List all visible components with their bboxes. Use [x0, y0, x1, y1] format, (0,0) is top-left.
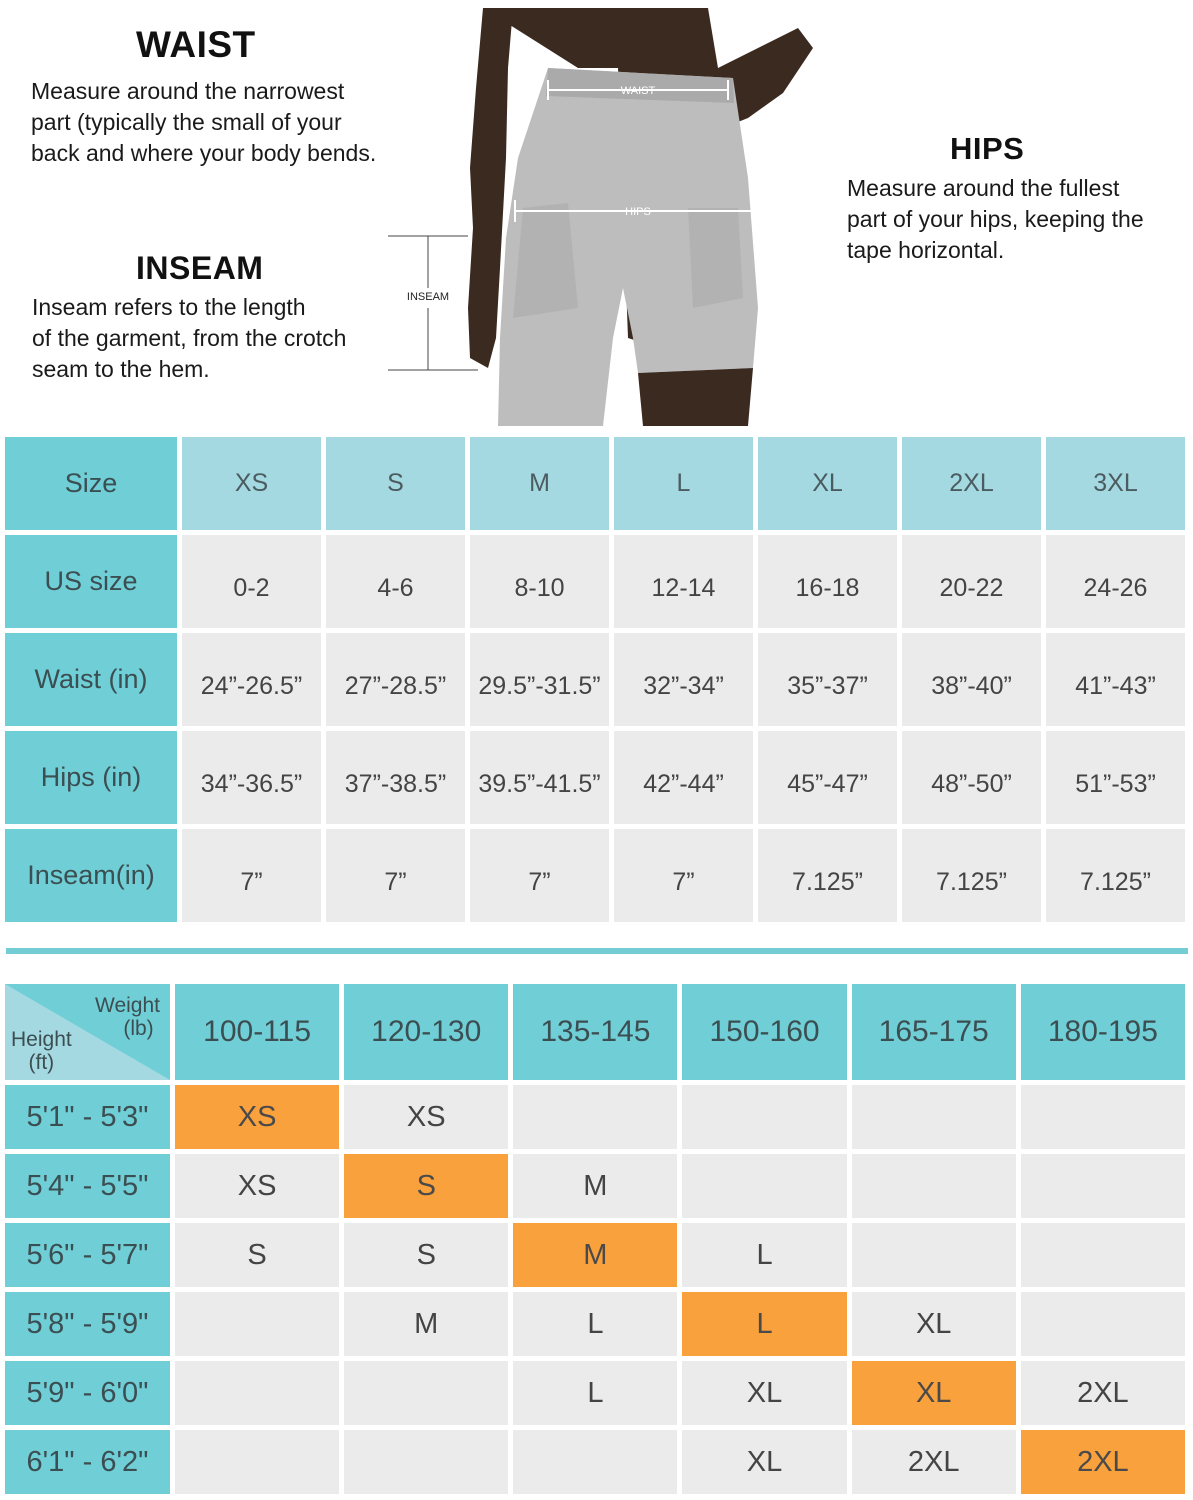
size-header: S	[326, 437, 465, 530]
size-header: 3XL	[1046, 437, 1185, 530]
size-cell	[344, 1361, 508, 1425]
hips-cell: 34”-36.5”	[182, 731, 321, 824]
height-row	[5, 1361, 1185, 1425]
recommended-size-cell: XL	[852, 1361, 1016, 1425]
height-label: 5'1" - 5'3"	[5, 1085, 170, 1149]
size-cell: M	[344, 1292, 508, 1356]
hips-guide	[847, 131, 1187, 266]
weight-header: 180-195	[1021, 984, 1185, 1080]
size-cell: XS	[344, 1085, 508, 1149]
row-label-us-size: US size	[5, 535, 177, 628]
size-cell	[682, 1085, 846, 1149]
size-cell	[1021, 1223, 1185, 1287]
inseam-guide	[32, 250, 402, 385]
hips-cell: 51”-53”	[1046, 731, 1185, 824]
waist-description: Measure around the narrowest part (typically the small of your back and where your body bends.	[31, 78, 377, 166]
inseam-marker-label: INSEAM	[406, 291, 450, 303]
inseam-cell: 7.125”	[758, 829, 897, 922]
waist-guide	[31, 24, 421, 169]
hips-cell: 39.5”-41.5”	[470, 731, 609, 824]
waist-marker-label: WAIST	[620, 85, 656, 97]
waist-cell: 38”-40”	[902, 633, 1041, 726]
waist-row	[5, 633, 1185, 726]
size-chart-table	[0, 432, 1190, 927]
us-size-row	[5, 535, 1185, 628]
section-divider	[6, 948, 1188, 954]
waist-cell: 35”-37”	[758, 633, 897, 726]
us-size-cell: 20-22	[902, 535, 1041, 628]
size-cell	[1021, 1154, 1185, 1218]
us-size-cell: 0-2	[182, 535, 321, 628]
weight-header: 165-175	[852, 984, 1016, 1080]
size-cell: L	[513, 1292, 677, 1356]
weight-header: 135-145	[513, 984, 677, 1080]
hips-description: Measure around the fullest part of your hips, keeping the tape horizontal.	[847, 175, 1144, 263]
size-cell	[344, 1430, 508, 1494]
weight-header: 120-130	[344, 984, 508, 1080]
size-cell: XS	[175, 1154, 339, 1218]
size-cell: 2XL	[852, 1430, 1016, 1494]
inseam-cell: 7”	[470, 829, 609, 922]
us-size-cell: 12-14	[614, 535, 753, 628]
waist-cell: 24”-26.5”	[182, 633, 321, 726]
size-cell: L	[682, 1223, 846, 1287]
size-cell	[175, 1430, 339, 1494]
height-label: 5'8" - 5'9"	[5, 1292, 170, 1356]
height-row	[5, 1154, 1185, 1218]
size-row	[5, 437, 1185, 530]
waist-cell: 41”-43”	[1046, 633, 1185, 726]
size-cell	[852, 1085, 1016, 1149]
inseam-cell: 7”	[326, 829, 465, 922]
row-label-inseam: Inseam(in)	[5, 829, 177, 922]
height-label: 5'6" - 5'7"	[5, 1223, 170, 1287]
hips-cell: 37”-38.5”	[326, 731, 465, 824]
weight-header: 100-115	[175, 984, 339, 1080]
size-header: L	[614, 437, 753, 530]
weight-header: 150-160	[682, 984, 846, 1080]
size-header: XL	[758, 437, 897, 530]
size-cell	[852, 1154, 1016, 1218]
height-weight-table	[0, 979, 1190, 1499]
height-row	[5, 1430, 1185, 1494]
inseam-row	[5, 829, 1185, 922]
weight-header-row	[5, 984, 1185, 1080]
waist-title: WAIST	[136, 24, 256, 65]
us-size-cell: 4-6	[326, 535, 465, 628]
size-cell	[175, 1292, 339, 1356]
us-size-cell: 16-18	[758, 535, 897, 628]
us-size-cell: 24-26	[1046, 535, 1185, 628]
inseam-cell: 7”	[614, 829, 753, 922]
recommended-size-cell: S	[344, 1154, 508, 1218]
size-cell: XL	[852, 1292, 1016, 1356]
inseam-description: Inseam refers to the length of the garment, from the crotch seam to the hem.	[32, 294, 347, 382]
hips-cell: 45”-47”	[758, 731, 897, 824]
recommended-size-cell: 2XL	[1021, 1430, 1185, 1494]
recommended-size-cell: M	[513, 1223, 677, 1287]
size-cell	[175, 1361, 339, 1425]
size-cell	[513, 1430, 677, 1494]
table-corner	[5, 984, 170, 1080]
inseam-title: INSEAM	[136, 250, 264, 286]
row-label-size: Size	[5, 437, 177, 530]
recommended-size-cell: XS	[175, 1085, 339, 1149]
hips-marker-label: HIPS	[625, 206, 651, 218]
size-cell	[513, 1085, 677, 1149]
size-cell: S	[344, 1223, 508, 1287]
corner-weight: Weight (lb)	[95, 994, 160, 1040]
shorts-model-illustration	[388, 8, 818, 426]
hips-title: HIPS	[950, 131, 1025, 166]
height-row	[5, 1223, 1185, 1287]
size-cell	[1021, 1292, 1185, 1356]
height-weight-rows	[5, 1085, 1185, 1494]
size-cell	[1021, 1085, 1185, 1149]
height-label: 6'1" - 6'2"	[5, 1430, 170, 1494]
inseam-cell: 7”	[182, 829, 321, 922]
height-row	[5, 1085, 1185, 1149]
hips-cell: 48”-50”	[902, 731, 1041, 824]
hips-cell: 42”-44”	[614, 731, 753, 824]
size-header: 2XL	[902, 437, 1041, 530]
height-label: 5'9" - 6'0"	[5, 1361, 170, 1425]
waist-cell: 27”-28.5”	[326, 633, 465, 726]
size-cell: XL	[682, 1430, 846, 1494]
row-label-hips: Hips (in)	[5, 731, 177, 824]
height-row	[5, 1292, 1185, 1356]
size-cell	[852, 1223, 1016, 1287]
size-cell	[682, 1154, 846, 1218]
size-cell: M	[513, 1154, 677, 1218]
size-cell: 2XL	[1021, 1361, 1185, 1425]
size-cell: S	[175, 1223, 339, 1287]
size-cell: L	[513, 1361, 677, 1425]
size-cell: XL	[682, 1361, 846, 1425]
inseam-cell: 7.125”	[1046, 829, 1185, 922]
height-label: 5'4" - 5'5"	[5, 1154, 170, 1218]
size-header: M	[470, 437, 609, 530]
recommended-size-cell: L	[682, 1292, 846, 1356]
inseam-cell: 7.125”	[902, 829, 1041, 922]
corner-height: Height (ft)	[11, 1028, 72, 1074]
size-header: XS	[182, 437, 321, 530]
row-label-waist: Waist (in)	[5, 633, 177, 726]
us-size-cell: 8-10	[470, 535, 609, 628]
waist-cell: 29.5”-31.5”	[470, 633, 609, 726]
hips-row	[5, 731, 1185, 824]
waist-cell: 32”-34”	[614, 633, 753, 726]
